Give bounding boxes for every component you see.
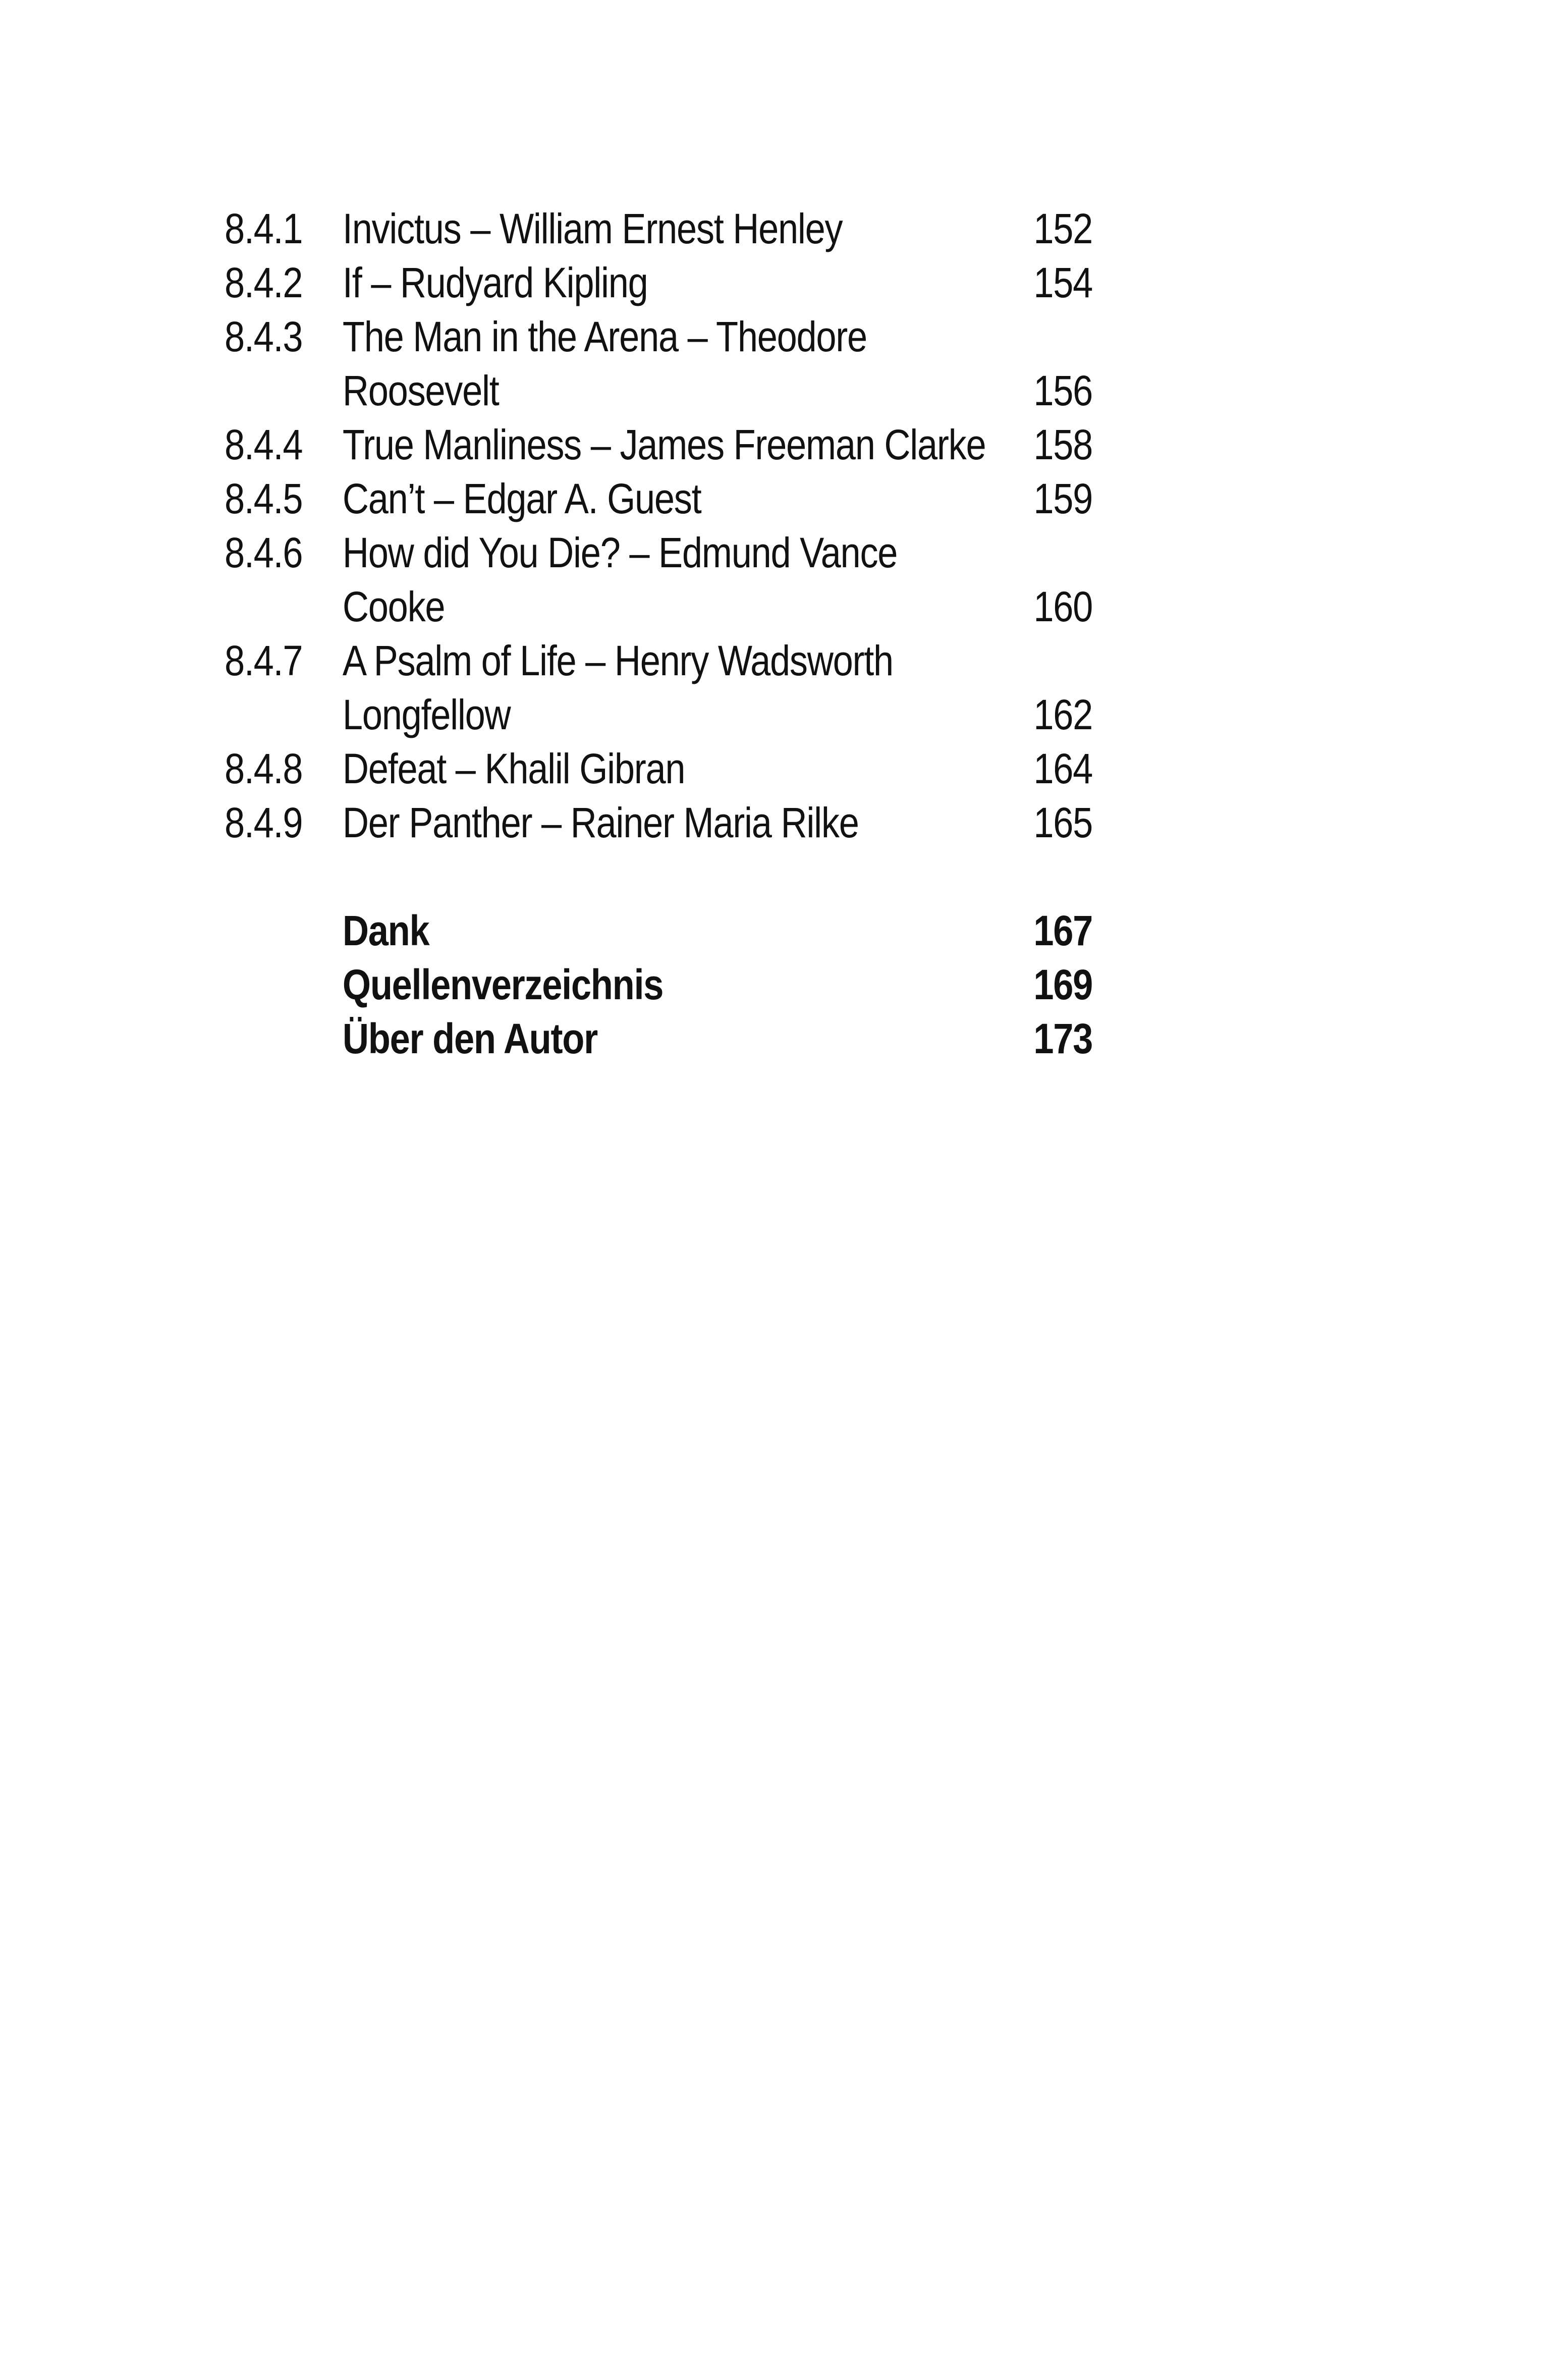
toc-entry-title: If – Rudyard Kipling [342, 259, 648, 306]
toc-entry-8-4-7[interactable] [225, 634, 1234, 688]
toc-entry-8-4-8[interactable] [225, 742, 1234, 796]
toc-entry-quellenverzeichnis[interactable] [225, 958, 1234, 1012]
toc-entry-number: 8.4.3 [225, 313, 303, 360]
toc-entry-title: The Man in the Arena – Theodore [342, 313, 867, 360]
toc-entry-number: 8.4.7 [225, 637, 303, 684]
toc-entry-page: 158 [1033, 421, 1092, 468]
toc-entry-number: 8.4.8 [225, 745, 303, 792]
toc-entry-8-4-2[interactable] [225, 256, 1234, 310]
toc-entry-number: 8.4.4 [225, 421, 303, 468]
table-of-contents [225, 202, 1234, 1066]
toc-entry-8-4-3-continued[interactable] [225, 364, 1234, 418]
toc-entry-page: 154 [1033, 259, 1092, 306]
toc-entry-page: 173 [1033, 1015, 1092, 1062]
toc-entry-title-continued: Cooke [342, 583, 445, 630]
toc-entry-page: 162 [1033, 691, 1092, 738]
toc-entry-8-4-6-continued[interactable] [225, 580, 1234, 634]
toc-entry-number: 8.4.9 [225, 799, 303, 846]
toc-entry-number: 8.4.6 [225, 529, 303, 576]
toc-entry-page: 156 [1033, 367, 1092, 414]
toc-entry-page: 160 [1033, 583, 1092, 630]
toc-entry-title: Can’t – Edgar A. Guest [342, 475, 701, 522]
toc-entry-page: 165 [1033, 799, 1092, 846]
toc-entry-page: 152 [1033, 205, 1092, 252]
toc-entry-8-4-5[interactable] [225, 472, 1234, 526]
toc-entry-dank[interactable] [225, 904, 1234, 958]
toc-entry-8-4-1[interactable] [225, 202, 1234, 256]
toc-entry-number: 8.4.2 [225, 259, 303, 306]
toc-entry-8-4-6[interactable] [225, 526, 1234, 580]
toc-entry-page: 167 [1033, 907, 1092, 954]
toc-entry-title: Der Panther – Rainer Maria Rilke [342, 799, 859, 846]
toc-entry-page: 159 [1033, 475, 1092, 522]
toc-entry-title: Dank [342, 907, 429, 954]
toc-entry-8-4-7-continued[interactable] [225, 688, 1234, 742]
toc-entry-8-4-4[interactable] [225, 418, 1234, 472]
toc-entry-8-4-3[interactable] [225, 310, 1234, 364]
toc-entry-8-4-9[interactable] [225, 796, 1234, 850]
toc-entry-title-continued: Roosevelt [342, 367, 499, 414]
toc-entry-title: Defeat – Khalil Gibran [342, 745, 685, 792]
toc-entry-title: Invictus – William Ernest Henley [342, 205, 843, 252]
toc-entry-title: A Psalm of Life – Henry Wadsworth [342, 637, 893, 684]
toc-entry-page: 164 [1033, 745, 1092, 792]
toc-entry-title: Quellenverzeichnis [342, 961, 664, 1008]
toc-entry-title: Über den Autor [342, 1015, 597, 1062]
toc-entry-title: True Manliness – James Freeman Clarke [342, 421, 986, 468]
toc-entry-page: 169 [1033, 961, 1092, 1008]
toc-entry-title: How did You Die? – Edmund Vance [342, 529, 898, 576]
toc-spacer [225, 850, 1234, 904]
toc-entry-number: 8.4.5 [225, 475, 303, 522]
toc-entry-ueber-den-autor[interactable] [225, 1012, 1234, 1066]
toc-entry-title-continued: Longfellow [342, 691, 511, 738]
toc-entry-number: 8.4.1 [225, 205, 303, 252]
